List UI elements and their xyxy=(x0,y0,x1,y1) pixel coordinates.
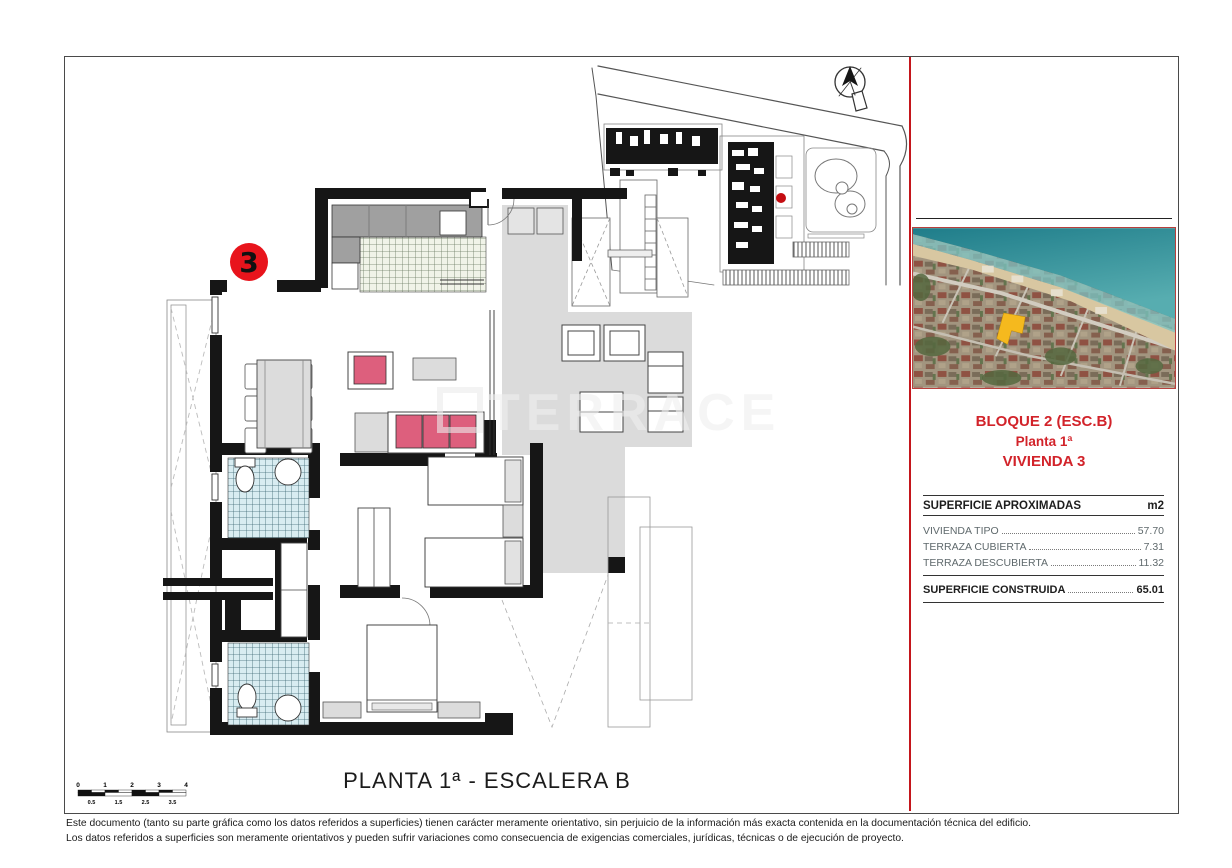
row-value: 57.70 xyxy=(1137,525,1164,537)
aerial-photo-art xyxy=(913,228,1175,388)
block-title: BLOQUE 2 (ESC.B) xyxy=(975,413,1113,430)
dotted-leader xyxy=(1051,555,1135,566)
svg-text:2.5: 2.5 xyxy=(141,800,150,806)
table-header: SUPERFICIE APROXIMADAS xyxy=(923,500,1082,512)
site-pool xyxy=(806,148,876,232)
armchair xyxy=(354,356,386,384)
aerial-photo xyxy=(912,227,1176,389)
svg-text:1: 1 xyxy=(103,782,107,789)
sink xyxy=(275,695,301,721)
unit-title-block xyxy=(911,413,1177,470)
toilet xyxy=(238,684,256,710)
row-label: VIVIENDA TIPO xyxy=(923,525,999,537)
disclaimer-line-1: Este documento (tanto su parte gráfica como los datos referidos a superficies) tienen carácter meramente orientativo, sin perjuicio de la información más exacta contenida en la documentación técnica del edificio. xyxy=(66,818,1031,829)
living-room-furniture xyxy=(348,352,484,453)
total-label: SUPERFICIE CONSTRUIDA xyxy=(923,584,1066,596)
bathroom-1 xyxy=(228,458,309,538)
table-header-row xyxy=(923,496,1164,515)
sink xyxy=(275,459,301,485)
site-parking-strip xyxy=(723,270,849,285)
plan-title: PLANTA 1ª - ESCALERA B xyxy=(343,768,631,793)
svg-text:4: 4 xyxy=(184,782,188,789)
coffee-table xyxy=(413,358,456,380)
row-value: 7.31 xyxy=(1143,541,1164,553)
table-rule xyxy=(923,602,1164,603)
toilet xyxy=(236,466,254,492)
svg-text:3: 3 xyxy=(157,782,161,789)
surface-table xyxy=(923,495,1164,603)
north-compass-icon xyxy=(835,66,867,111)
bedroom-2 xyxy=(323,625,480,718)
site-building-block-1 xyxy=(604,124,722,176)
bathroom-2 xyxy=(228,643,309,725)
svg-text:3: 3 xyxy=(239,246,259,279)
floor-label: Planta 1ª xyxy=(1015,434,1073,449)
table-row xyxy=(923,555,1164,571)
site-parking-strip xyxy=(793,242,849,257)
unit-label: VIVIENDA 3 xyxy=(1002,453,1086,470)
dining-set xyxy=(245,360,312,453)
panel-rule xyxy=(916,218,1172,219)
svg-text:TERRACE: TERRACE xyxy=(488,384,782,442)
svg-text:2: 2 xyxy=(130,782,134,789)
site-location-dot xyxy=(776,193,786,203)
table-total-row xyxy=(923,576,1164,602)
floor-plan-drawing xyxy=(64,56,910,813)
disclaimer-line-2: Los datos referidos a superficies son meramente orientativos y pueden sufrir variaciones como consecuencia de exigencias comerciales, jurídicas, técnicas o de ejecución de proyecto. xyxy=(66,832,904,844)
table-row xyxy=(923,539,1164,555)
kitchen xyxy=(332,205,486,292)
svg-text:1.5: 1.5 xyxy=(114,800,123,806)
dotted-leader xyxy=(1002,523,1135,534)
kitchen-sink xyxy=(440,211,466,235)
open-terrace-left xyxy=(167,300,216,732)
total-value: 65.01 xyxy=(1136,584,1164,596)
svg-text:0: 0 xyxy=(76,782,80,789)
bedroom-1 xyxy=(358,457,523,587)
site-building-block-2 xyxy=(720,136,804,272)
info-panel xyxy=(911,57,1177,811)
row-label: TERRAZA CUBIERTA xyxy=(923,541,1027,553)
row-label: TERRAZA DESCUBIERTA xyxy=(923,557,1049,569)
row-value: 11.32 xyxy=(1138,557,1164,569)
disclaimer xyxy=(66,817,1214,847)
unit-number-badge xyxy=(230,243,268,281)
svg-text:3.5: 3.5 xyxy=(168,800,177,806)
kitchen-appliance xyxy=(332,263,358,289)
watermark xyxy=(440,384,781,442)
table-row xyxy=(923,523,1164,539)
dotted-leader xyxy=(1029,539,1140,550)
table-units-header: m2 xyxy=(1147,500,1164,512)
svg-text:0.5: 0.5 xyxy=(87,800,96,806)
dotted-leader xyxy=(1068,582,1133,593)
